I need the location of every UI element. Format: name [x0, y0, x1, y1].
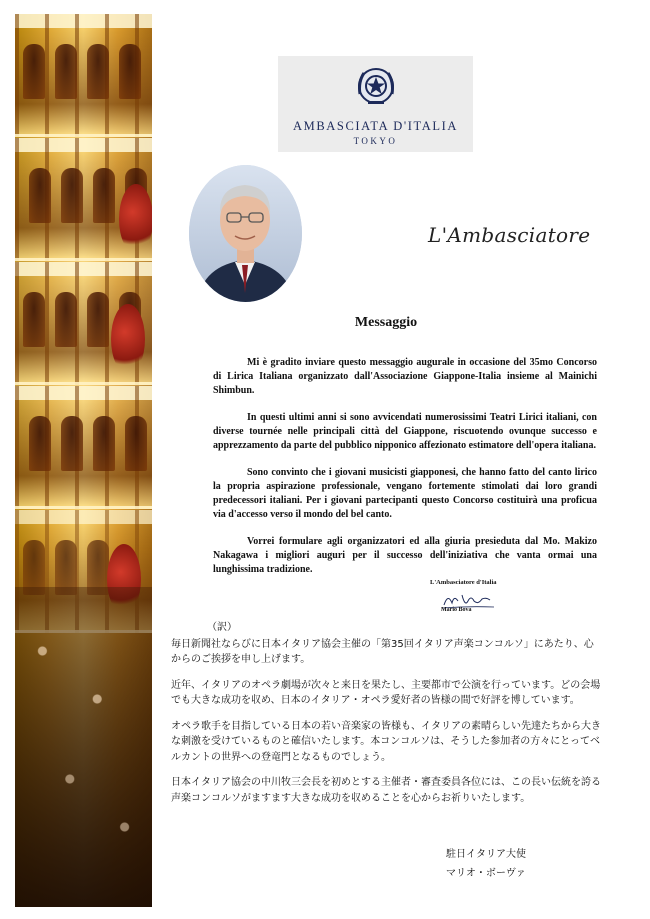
- japanese-paragraph: 近年、イタリアのオペラ劇場が次々と来日を果たし、主要都市で公演を行っています。どの会場でも大きな成功を収め、日本のイタリア・オペラ愛好者の皆様の間で好評を博しています。: [171, 679, 601, 706]
- japanese-signature: [446, 845, 606, 883]
- message-title: Messaggio: [354, 315, 418, 330]
- italian-paragraph: Vorrei formulare agli organizzatori ed alla giuria presieduta dal Mo. Makizo Nakagawa i migliori auguri per il successo dell'iniziativa che vanta ormai una lunghissima tradizione.: [213, 536, 597, 575]
- japanese-paragraph: オペラ歌手を目指している日本の若い音楽家の皆様も、イタリアの素晴らしい先達たちから大きな刺激を受けているものと確信いたします。本コンコルソは、そうした参加者の方々にとってベルカントの世界への登竜門となるものでしょう。: [171, 720, 601, 763]
- italian-republic-emblem-icon: [354, 64, 398, 108]
- embassy-name: AMBASCIATA D'ITALIA: [292, 119, 459, 133]
- embassy-header: [278, 56, 473, 152]
- italian-paragraph: Sono convinto che i giovani musicisti giapponesi, che hanno fatto del canto lirico la propria aspirazione professionale, vengano fortemente stimolati dai loro grandi predecessori italiani. Per i giovani partecipanti questo Concorso costituirà una proficua via d'accesso verso il mondo del bel canto.: [213, 467, 597, 520]
- opera-house-photo: [15, 14, 152, 907]
- japanese-paragraph: 日本イタリア協会の中川牧三会長を初めとする主催者・審査委員各位には、この長い伝統を誇る声楽コンコルソがますます大きな成功を収めることを心からお祈りいたします。: [171, 777, 601, 804]
- ambassador-title: L'Ambasciatore: [428, 223, 591, 247]
- italian-paragraph: Mi è gradito inviare questo messaggio augurale in occasione del 35mo Concorso di Lirica Italiana organizzato dall'Associazione Giappone-Italia insieme al Mainichi Shimbun.: [213, 357, 597, 396]
- signature-name: Mario Bova: [441, 607, 472, 613]
- italian-paragraph: In questi ultimi anni si sono avvicendati numerosissimi Teatri Lirici italiani, con diverse tournée nelle principali città del Giappone, riscuotendo ovunque successo e apprezzamento da parte del pubblico nipponico affezionato estimatore dell'opera italiana.: [213, 412, 597, 451]
- signature-title: L'Ambasciatore d'Italia: [430, 579, 497, 586]
- embassy-city: TOKYO: [353, 136, 398, 146]
- japanese-paragraph: 毎日新聞社ならびに日本イタリア協会主催の「第35回イタリア声楽コンコルソ」にあたり、心からのご挨拶を申し上げます。: [171, 638, 594, 665]
- ambassador-portrait: [189, 165, 302, 302]
- italian-message: [213, 356, 597, 590]
- japanese-translation: [171, 620, 601, 816]
- translation-label: （訳）: [207, 622, 237, 633]
- japanese-signature-title: 駐日イタリア大使: [446, 849, 526, 860]
- japanese-signature-name: マリオ・ボーヴァ: [446, 868, 526, 879]
